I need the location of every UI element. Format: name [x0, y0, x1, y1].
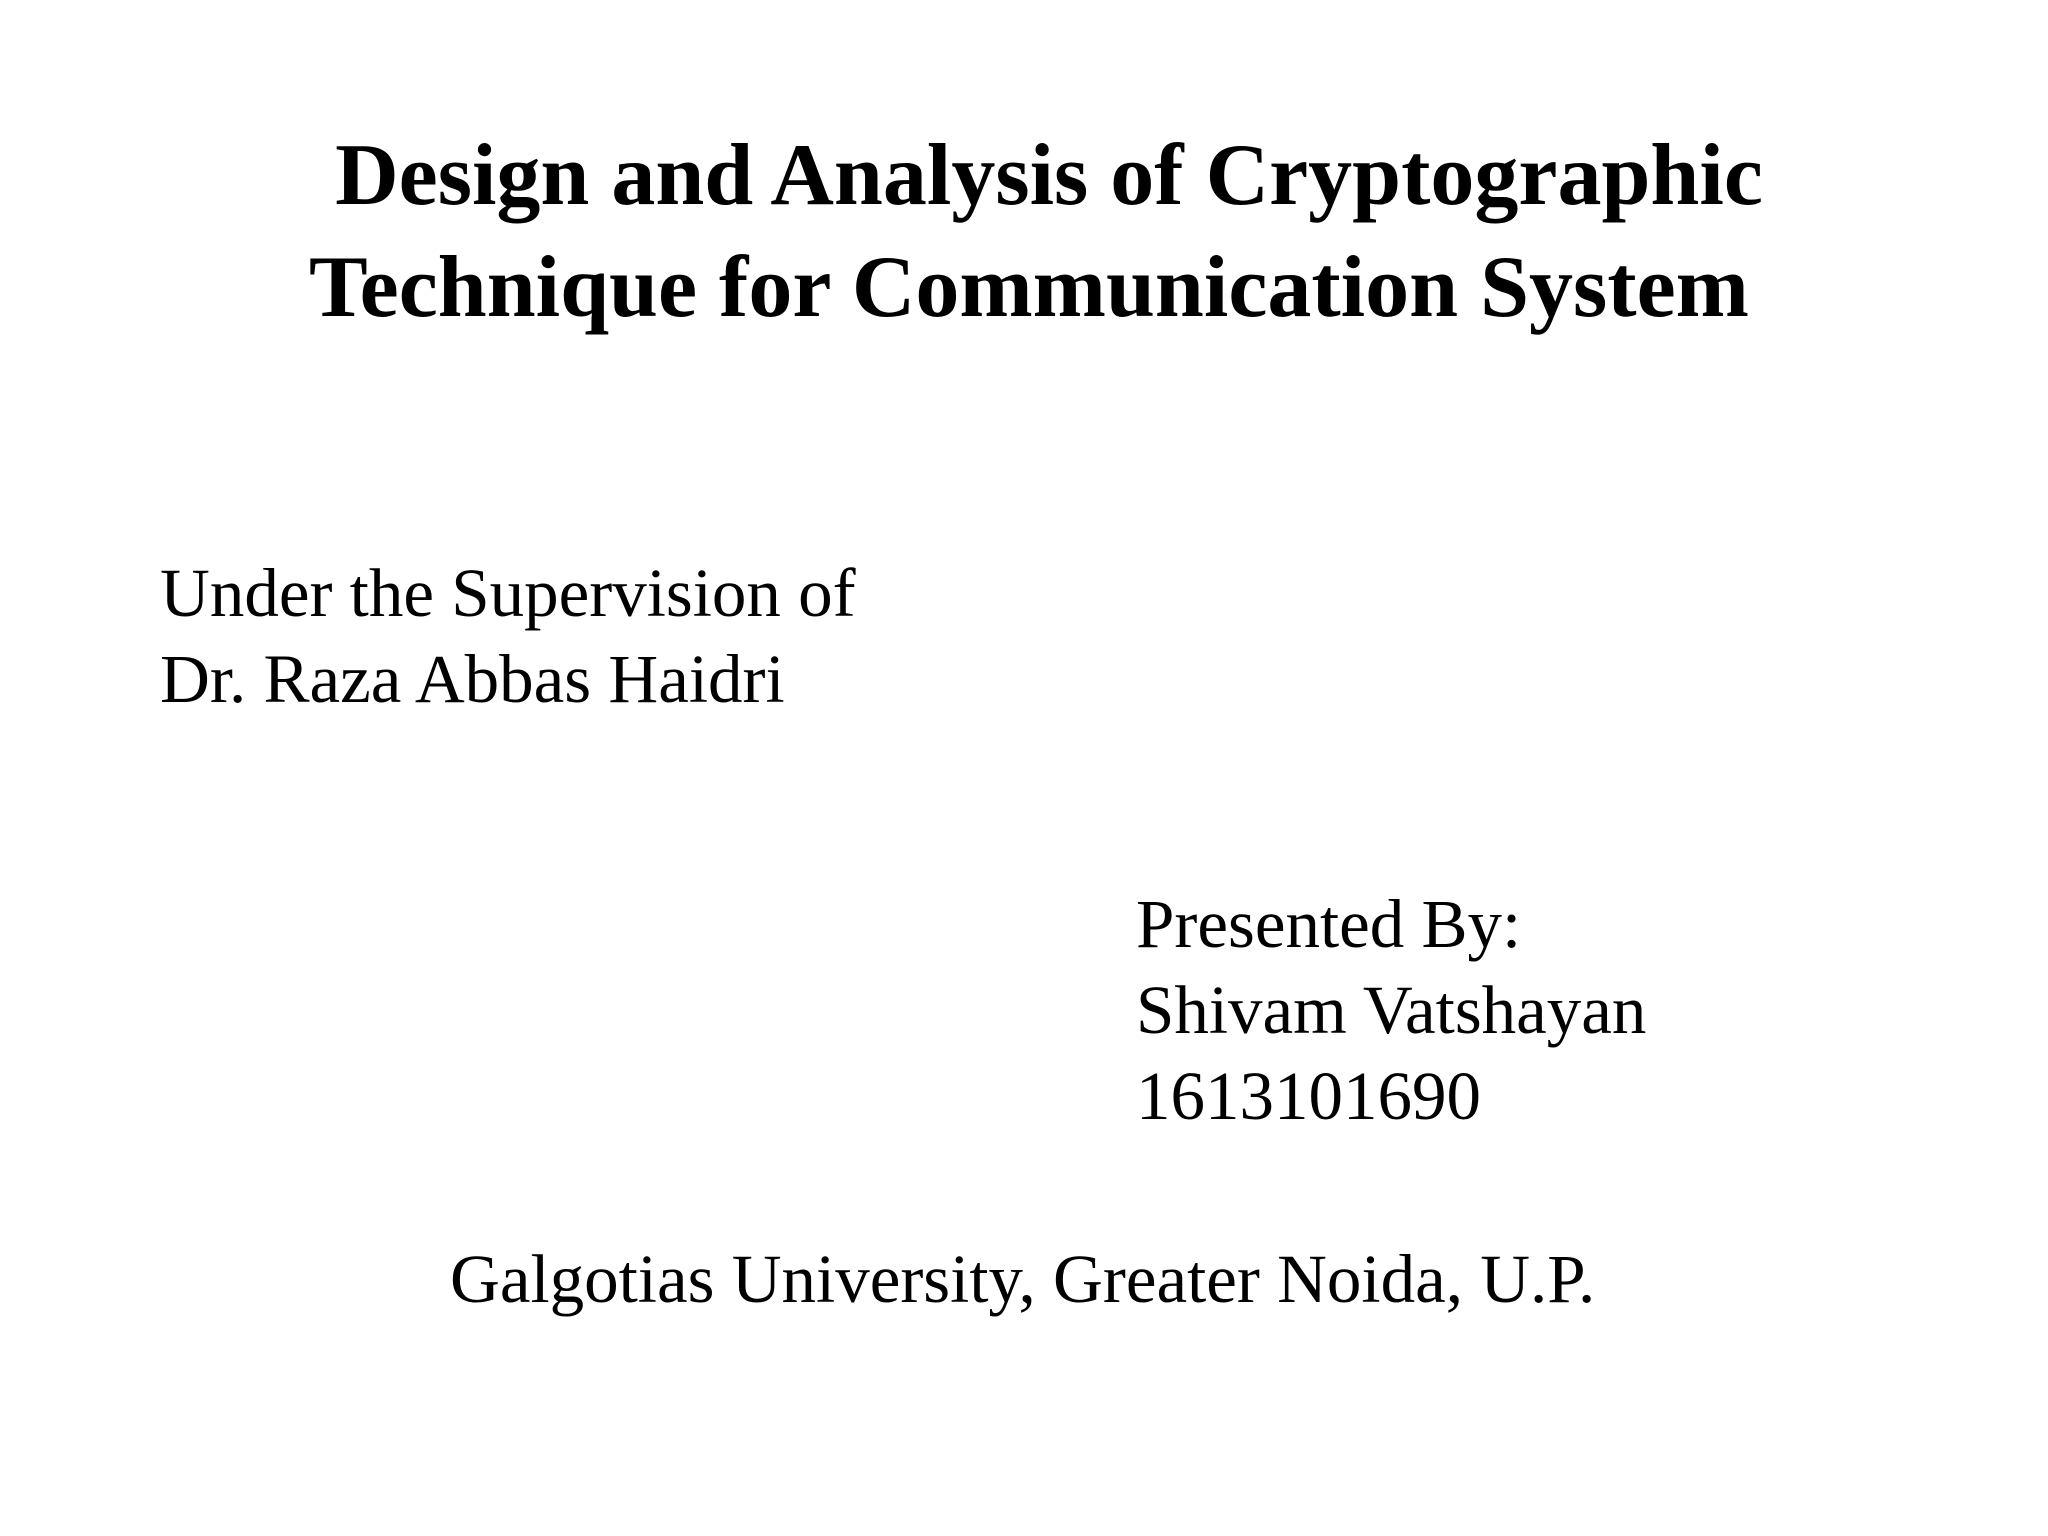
slide-title-line-2: Technique for Communication System: [309, 239, 1749, 336]
supervision-block: [160, 550, 856, 722]
slide-title: [0, 120, 2048, 344]
presenter-label: Presented By:: [1136, 886, 1522, 962]
university-name: Galgotias University, Greater Noida, U.P.: [450, 1241, 1596, 1317]
presenter-name: Shivam Vatshayan: [1136, 972, 1647, 1048]
presenter-id: 1613101690: [1136, 1058, 1481, 1134]
supervisor-name: Dr. Raza Abbas Haidri: [160, 641, 785, 717]
supervision-label: Under the Supervision of: [160, 555, 856, 631]
presenter-block: [1136, 881, 1646, 1139]
slide-title-line-1: Design and Analysis of Cryptographic: [335, 127, 1763, 224]
